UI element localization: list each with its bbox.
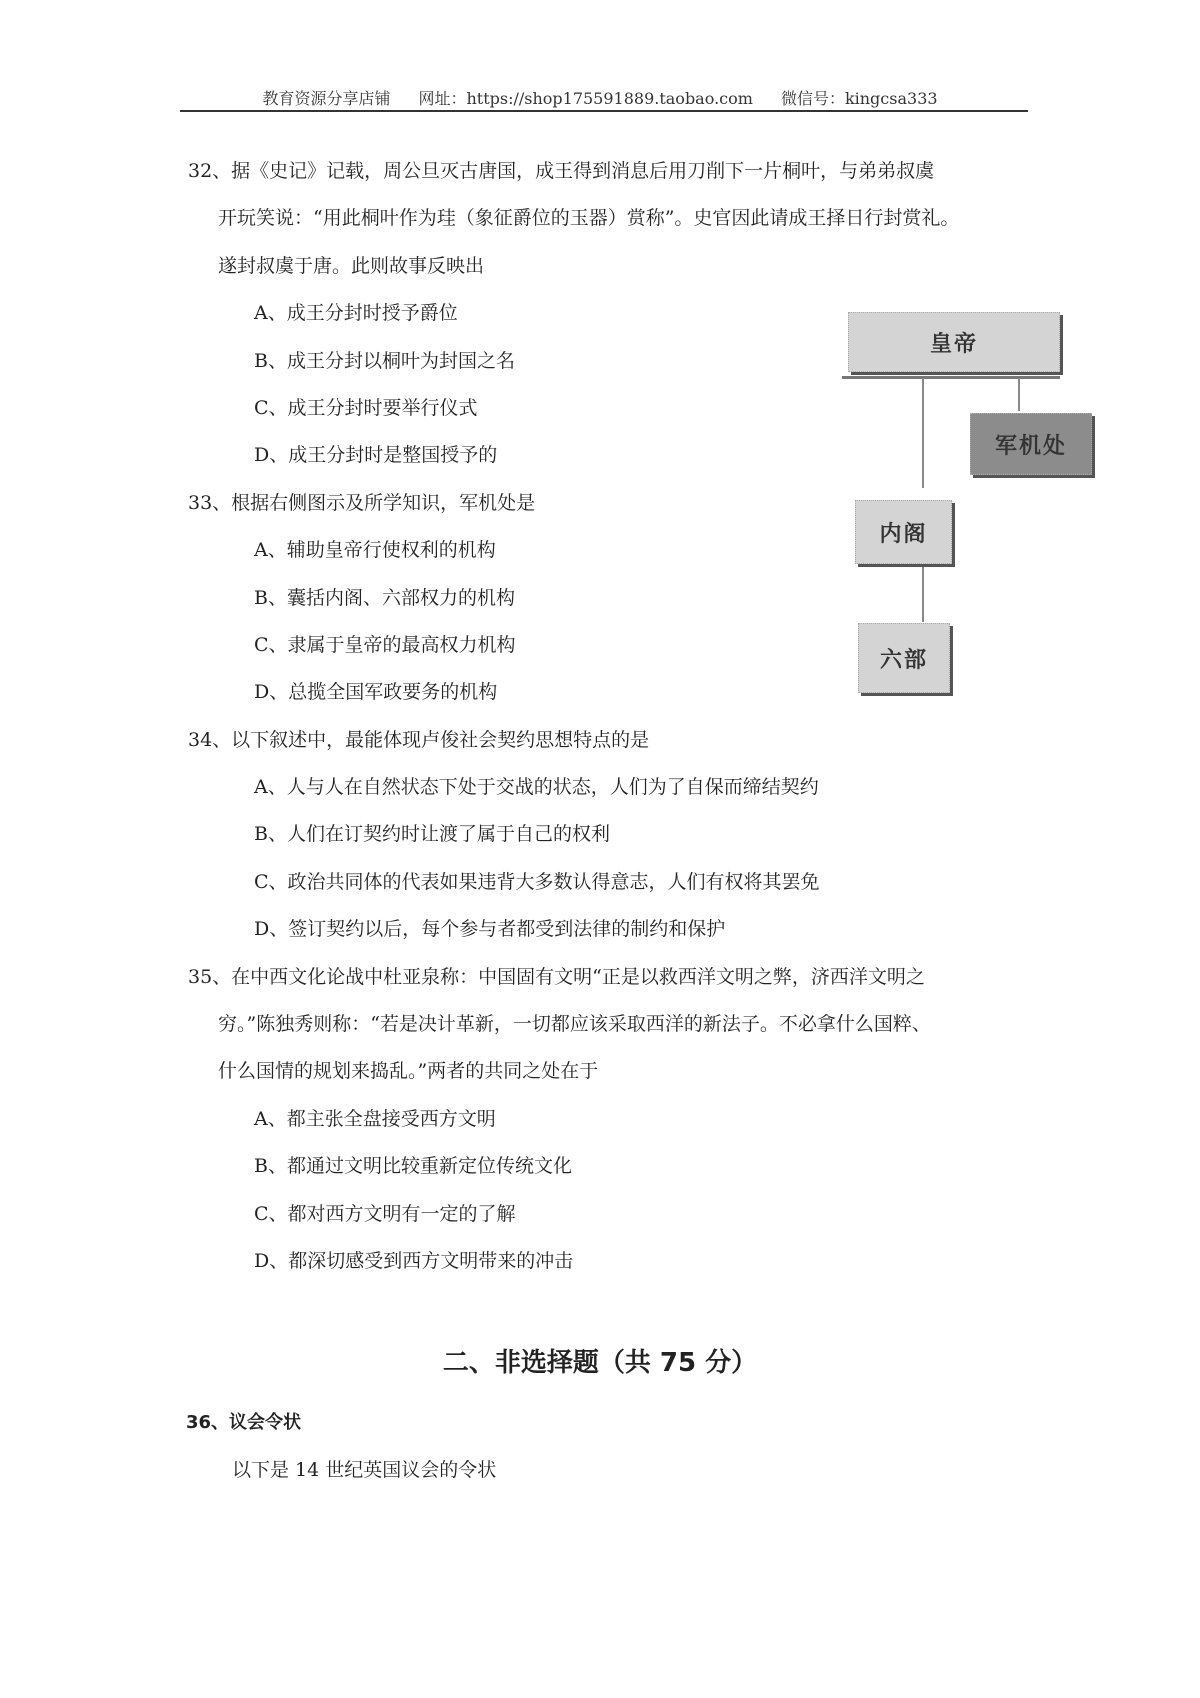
- diagram-connector: [922, 378, 924, 488]
- box-grand-council: 军机处: [970, 413, 1092, 475]
- answer-option: B、囊括内阁、六部权力的机构: [254, 586, 515, 609]
- answer-option: D、都深切感受到西方文明带来的冲击: [254, 1249, 574, 1272]
- question-stem-line: 遂封叔虞于唐。此则故事反映出: [218, 254, 485, 277]
- diagram-connector: [842, 376, 1060, 379]
- answer-option: C、都对西方文明有一定的了解: [254, 1202, 516, 1225]
- answer-option: B、成王分封以桐叶为封国之名: [254, 349, 515, 372]
- question-stem-line: 35、在中西文化论战中杜亚泉称：中国固有文明“正是以救西洋文明之弊，济西洋文明之: [188, 965, 925, 988]
- question-stem-line: 34、以下叙述中，最能体现卢俊社会契约思想特点的是: [188, 728, 650, 751]
- shop-url: 网址：https://shop175591889.taobao.com: [418, 89, 753, 108]
- header-rule: [180, 110, 1028, 112]
- question-stem-line: 32、据《史记》记载，周公旦灭古唐国，成王得到消息后用刀削下一片桐叶，与弟弟叔虞: [188, 160, 935, 182]
- answer-option: C、成王分封时要举行仪式: [254, 396, 478, 419]
- answer-option: A、成王分封时授予爵位: [254, 302, 458, 325]
- question-stem-line: 什么国情的规划来捣乱。”两者的共同之处在于: [218, 1060, 599, 1083]
- question-stem-line: 开玩笑说：“用此桐叶作为珪（象征爵位的玉器）赏称”。史官因此请成王择日行封赏礼。: [218, 207, 960, 230]
- section-title: 二、非选择题（共 75 分）: [442, 1348, 758, 1378]
- answer-option: B、人们在订契约时让渡了属于自己的权利: [254, 823, 610, 846]
- box-cabinet: 内阁: [855, 500, 952, 564]
- question-stem-line: 穷。”陈独秀则称：“若是决计革新，一切都应该采取西洋的新法子。不必拿什么国粹、: [218, 1013, 931, 1036]
- wechat-id: 微信号：kingcsa333: [780, 89, 938, 108]
- box-six-ministries: 六部: [858, 623, 950, 693]
- question-36-text: 以下是 14 世纪英国议会的令状: [232, 1459, 497, 1481]
- answer-option: C、政治共同体的代表如果违背大多数认得意志，人们有权将其罢免: [254, 870, 820, 893]
- shop-name: 教育资源分享店铺: [262, 89, 391, 108]
- answer-option: D、总揽全国军政要务的机构: [254, 681, 498, 704]
- answer-option: A、都主张全盘接受西方文明: [254, 1107, 496, 1130]
- box-emperor: 皇帝: [848, 312, 1060, 372]
- answer-option: B、都通过文明比较重新定位传统文化: [254, 1155, 572, 1178]
- answer-option: D、成王分封时是整国授予的: [254, 444, 498, 467]
- answer-option: D、签订契约以后，每个参与者都受到法律的制约和保护: [254, 918, 726, 941]
- answer-option: A、辅助皇帝行使权利的机构: [254, 539, 496, 562]
- diagram-connector: [922, 567, 924, 622]
- diagram-connector: [1018, 378, 1020, 411]
- question-stem-line: 33、根据右侧图示及所学知识，军机处是: [188, 491, 536, 514]
- answer-option: C、隶属于皇帝的最高权力机构: [254, 633, 516, 656]
- question-36-title: 36、议会令状: [186, 1412, 302, 1433]
- page-header: [0, 86, 1200, 109]
- answer-option: A、人与人在自然状态下处于交战的状态，人们为了自保而缔结契约: [254, 776, 819, 799]
- qing-government-diagram: [840, 305, 1130, 715]
